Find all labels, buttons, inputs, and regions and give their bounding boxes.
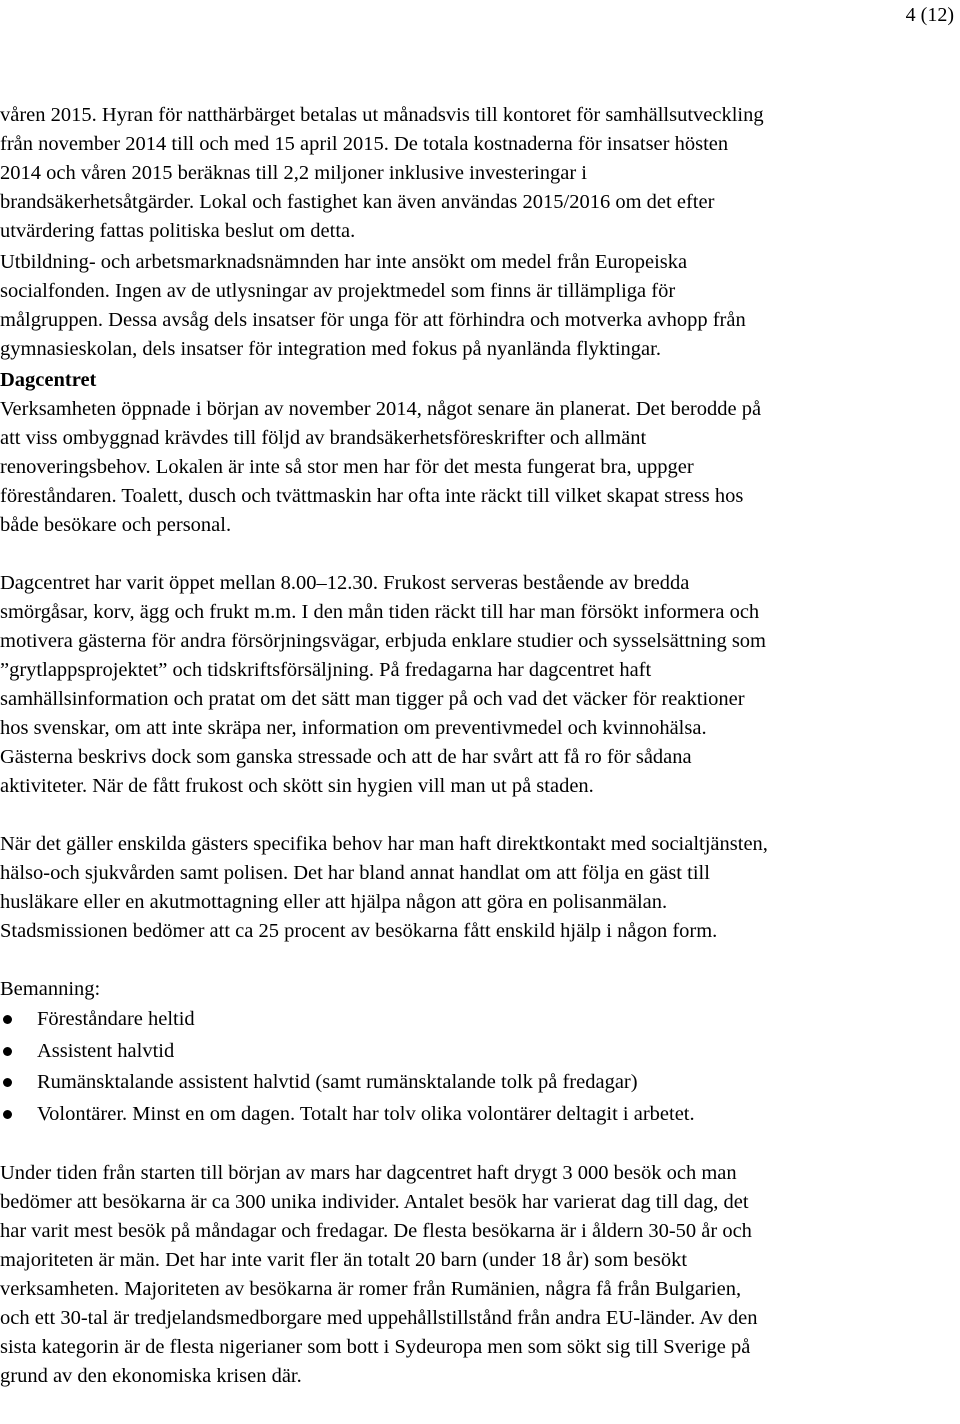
spacer	[0, 801, 960, 830]
document-body	[0, 101, 960, 1391]
list-item	[0, 1067, 960, 1099]
bemanning-list	[0, 1004, 960, 1130]
paragraph-natthärbärget-costs: våren 2015. Hyran för natthärbärget betalas ut månadsvis till kontoret för samhällsutveckling från november 2014 till och med 15 april 2015. De totala kostnaderna för insatser hösten 2014 och våren 2015 beräknas till 2,2 miljoner inklusive investeringar i brandsäkerhetsåtgärder. Lokal och fastighet kan även användas 2015/2016 om det efter utvärdering fattas politiska beslut om detta.	[0, 104, 764, 242]
page-number: 4 (12)	[905, 4, 954, 26]
spacer	[0, 540, 960, 569]
list-item-text: Volontärer. Minst en om dagen. Totalt har tolv olika volontärer deltagit i arbetet.	[37, 1102, 695, 1125]
list-item-text: Föreståndare heltid	[37, 1008, 195, 1030]
paragraph-individual-needs: När det gäller enskilda gästers specifika behov har man haft direktkontakt med socialtjänsten, hälso-och sjukvården samt polisen. Det har bland annat handlat om att följa en gäst till husläkare eller en akutmottagning eller att hjälpa någon att göra en polisanmälan. Stadsmissionen bedömer att ca 25 procent av besökarna fått enskild hjälp i någon form.	[0, 833, 768, 942]
list-item	[0, 1099, 960, 1131]
list-item-text: Rumänsktalande assistent halvtid (samt rumänsktalande tolk på fredagar)	[37, 1071, 638, 1093]
section-heading-dagcentret: Dagcentret	[0, 369, 97, 391]
bemanning-label: Bemanning:	[0, 978, 101, 1000]
bullet-icon	[3, 1015, 12, 1024]
paragraph-dagcentret-hours: Dagcentret har varit öppet mellan 8.00–12.30. Frukost serveras bestående av bredda smörgåsar, korv, ägg och frukt m.m. I den mån tiden räckt till har man försökt informera och motivera gästerna för andra försörjningsvägar, erbjuda enklare studier och sysselsättning som ”grytlappsprojektet” och tidskriftsförsäljning. På fredagarna har dagcentret haft samhällsinformation och pratat om det sätt man tigger på och vad det väcker för reaktioner hos svenskar, om att inte skräpa ner, information om preventivmedel och kvinnohälsa. Gästerna beskrivs dock som ganska stressade och att de har svårt att få ro för sådana aktiviteter. När de fått frukost och skött sin hygien vill man ut på staden.	[0, 572, 766, 797]
spacer	[0, 946, 960, 975]
bullet-icon	[3, 1047, 12, 1056]
list-item	[0, 1004, 960, 1036]
list-item-text: Assistent halvtid	[37, 1039, 175, 1062]
spacer	[0, 1130, 960, 1159]
list-item	[0, 1036, 960, 1068]
paragraph-european-social-fund: Utbildning- och arbetsmarknadsnämnden har inte ansökt om medel från Europeiska socialfonden. Ingen av de utlysningar av projektmedel som finns är tillämpliga för målgruppen. Dessa avsåg dels insatser för unga för att förhindra och motverka avhopp från gymnasieskolan, dels insatser för integration med fokus på nyanlända flyktingar.	[0, 251, 746, 360]
paragraph-dagcentret-opening: Verksamheten öppnade i början av november 2014, något senare än planerat. Det berodde på att viss ombyggnad krävdes till följd av brandsäkerhetsföreskrifter och allmänt renoveringsbehov. Lokalen är inte så stor men har för det mesta fungerat bra, uppger föreståndaren. Toalett, dusch och tvättmaskin har ofta inte räckt till vilket skapat stress hos både besökare och personal.	[0, 398, 762, 536]
paragraph-visitor-statistics: Under tiden från starten till början av mars har dagcentret haft drygt 3 000 besök och man bedömer att besökarna är ca 300 unika individer. Antalet besök har varierat dag till dag, det har varit mest besök på måndagar och fredagar. De flesta besökarna är i åldern 30-50 år och majoriteten är män. Det har inte varit fler än totalt 20 barn (under 18 år) som besökt verksamheten. Majoriteten av besökarna är romer från Rumänien, några få från Bulgarien, och ett 30-tal är tredjelandsmedborgare med uppehållstillstånd från andra EU-länder. Av den sista kategorin är de flesta nigerianer som bott i Sydeuropa men som sökt sig till Sverige på grund av den ekonomiska krisen där.	[0, 1162, 758, 1387]
bullet-icon	[3, 1078, 12, 1087]
bullet-icon	[3, 1110, 12, 1119]
